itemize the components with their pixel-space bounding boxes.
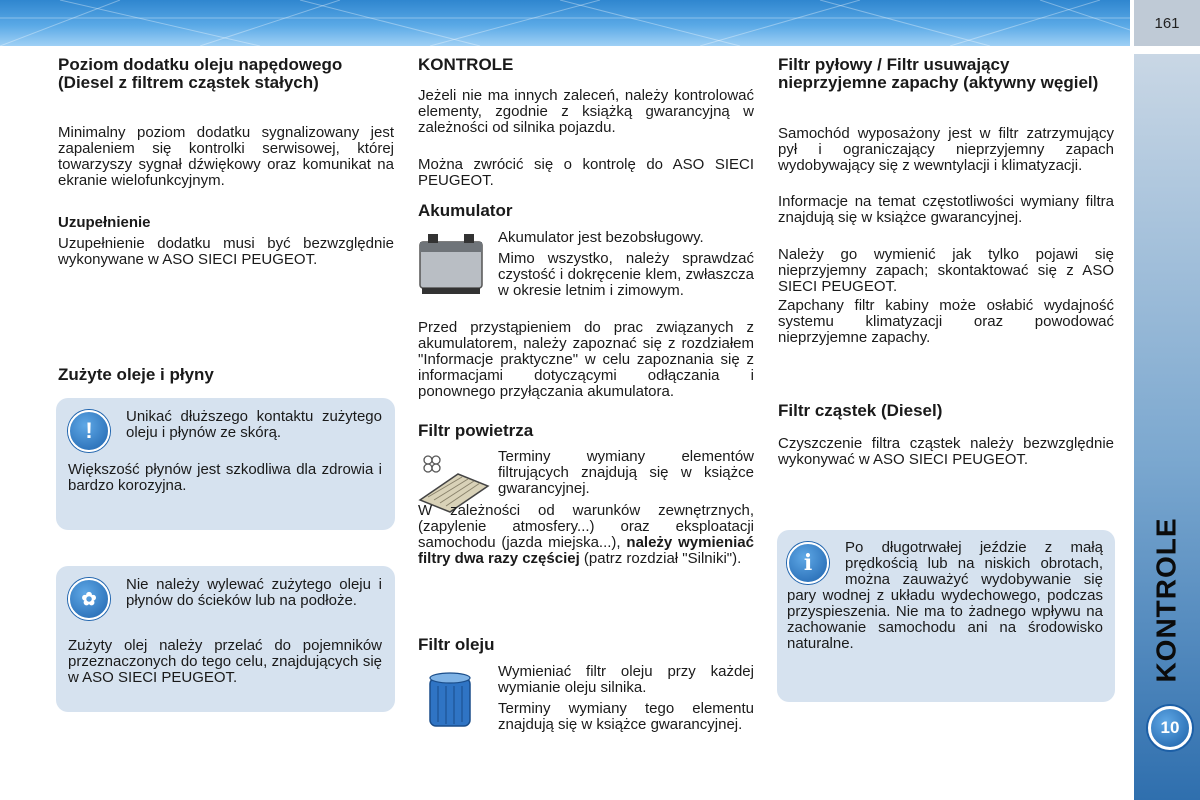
text-kontrole-1: Jeżeli nie ma innych zaleceń, należy kontrolować elementy, zgodnie z książką gwarancyjną w zależności od silnika pojazdu. — [418, 87, 754, 136]
warning-text-2: Większość płynów jest szkodliwa dla zdrowia i bardzo korozyjna. — [68, 461, 382, 494]
subheading-refill: Uzupełnienie — [58, 214, 151, 231]
heading-particle-filter: Filtr cząstek (Diesel) — [778, 401, 943, 420]
battery-icon — [414, 226, 488, 296]
chapter-title — [1134, 505, 1200, 695]
cabin-filter-text-1: Samochód wyposażony jest w filtr zatrzymujący pył i ograniczający nieprzyjemny zapach wydobywający się z wewntylacji i klimatyzacji. — [778, 125, 1114, 174]
header-band — [0, 0, 1130, 46]
oil-filter-icon — [426, 668, 476, 732]
header-decoration — [0, 0, 1130, 46]
environment-box — [56, 566, 395, 712]
battery-text-3: Przed przystąpieniem do prac związanych z akumulatorem, należy zapoznać się z rozdziałem "Informacje praktyczne" w celu zapoznania się z informacjami dotyczącymi odłączania i ponownego przyłączania akumulatora. — [418, 319, 754, 400]
chapter-title-text: KONTROLE — [1151, 517, 1183, 683]
warning-text-1: Unikać dłuższego kontaktu zużytego oleju i płynów ze skórą. — [126, 408, 382, 441]
info-text-indent — [787, 540, 845, 588]
cabin-filter-text-3: Należy go wymienić jak tylko pojawi się nieprzyjemny zapach; skontaktować się z ASO SIECI PEUGEOT. — [778, 246, 1114, 295]
page-number: 161 — [1134, 0, 1200, 46]
environment-text-1: Nie należy wylewać zużytego oleju i płynów do ścieków lub na podłoże. — [126, 576, 382, 609]
cabin-filter-text-4: Zapchany filtr kabiny może osłabić wydajność systemu klimatyzacji oraz powodować nieprzyjemne zapachy. — [778, 297, 1114, 346]
heading-used-oils: Zużyte oleje i płyny — [58, 365, 214, 384]
battery-text-2: Mimo wszystko, należy sprawdzać czystość i dokręcenie klem, zwłaszcza w okresie letnim i zimowym. — [498, 250, 754, 299]
particle-filter-text: Czyszczenie filtra cząstek należy bezwzględnie wykonywać w ASO SIECI PEUGEOT. — [778, 435, 1114, 468]
text-additive-level: Minimalny poziom dodatku sygnalizowany jest zapaleniem się kontrolki serwisowej, której towarzyszy sygnał dźwiękowy oraz komunikat na ekranie wielofunkcyjnym. — [58, 124, 394, 189]
oil-filter-text-1: Wymieniać filtr oleju przy każdej wymianie oleju silnika. — [498, 663, 754, 696]
warning-box — [56, 398, 395, 530]
heading-cabin-filter: Filtr pyłowy / Filtr usuwający nieprzyjemne zapachy (aktywny węgiel) — [778, 55, 1099, 92]
info-icon: i — [787, 542, 829, 584]
heading-additive-level: Poziom dodatku oleju napędowego (Diesel z filtrem cząstek stałych) — [58, 55, 343, 92]
environment-text-2: Zużyty olej należy przelać do pojemników przeznaczonych do tego celu, znajdujących się w ASO SIECI PEUGEOT. — [68, 637, 382, 686]
text-kontrole-2: Można zwrócić się o kontrolę do ASO SIECI PEUGEOT. — [418, 156, 754, 189]
oil-filter-text-2: Terminy wymiany tego elementu znajdują się w książce gwarancyjnej. — [498, 700, 754, 733]
air-filter-text-1: Terminy wymiany elementów filtrujących znajdują się w książce gwarancyjnej. — [498, 448, 754, 497]
heading-kontrole: KONTROLE — [418, 55, 514, 74]
chapter-number-badge: 10 — [1148, 706, 1192, 750]
text-refill: Uzupełnienie dodatku musi być bezwzględnie wykonywane w ASO SIECI PEUGEOT. — [58, 235, 394, 268]
heading-battery: Akumulator — [418, 201, 513, 220]
info-text — [787, 540, 1103, 652]
air-filter-text-2a: W zależności od warunków zewnętrznych, (zapylenie atmosfery...) oraz eksploatacji samochodu (jazda miejska...), — [418, 502, 754, 551]
cabin-filter-text-2: Informacje na temat częstotliwości wymiany filtra znajdują się w książce gwarancyjnej. — [778, 193, 1114, 226]
battery-text-1: Akumulator jest bezobsługowy. — [498, 229, 704, 246]
heading-air-filter: Filtr powietrza — [418, 421, 534, 440]
info-text-content: Po długotrwałej jeździe z małą prędkością lub na niskich obrotach, można zauważyć wydobywanie się pary wodnej z układu wydechowego, podczas przyspieszenia. Nie ma to żadnego wpływu na zachowanie samochodu ani na środowisko naturalne. — [787, 539, 1103, 652]
warning-icon: ! — [68, 410, 110, 452]
environment-icon: ✿ — [68, 578, 110, 620]
air-filter-text-2c: (patrz rozdział "Silniki"). — [579, 550, 742, 567]
heading-oil-filter: Filtr oleju — [418, 635, 495, 654]
info-box — [777, 530, 1115, 702]
air-filter-text-2b: należy wymieniać filtry dwa razy częściej — [418, 534, 754, 567]
air-filter-text-2 — [418, 503, 754, 567]
